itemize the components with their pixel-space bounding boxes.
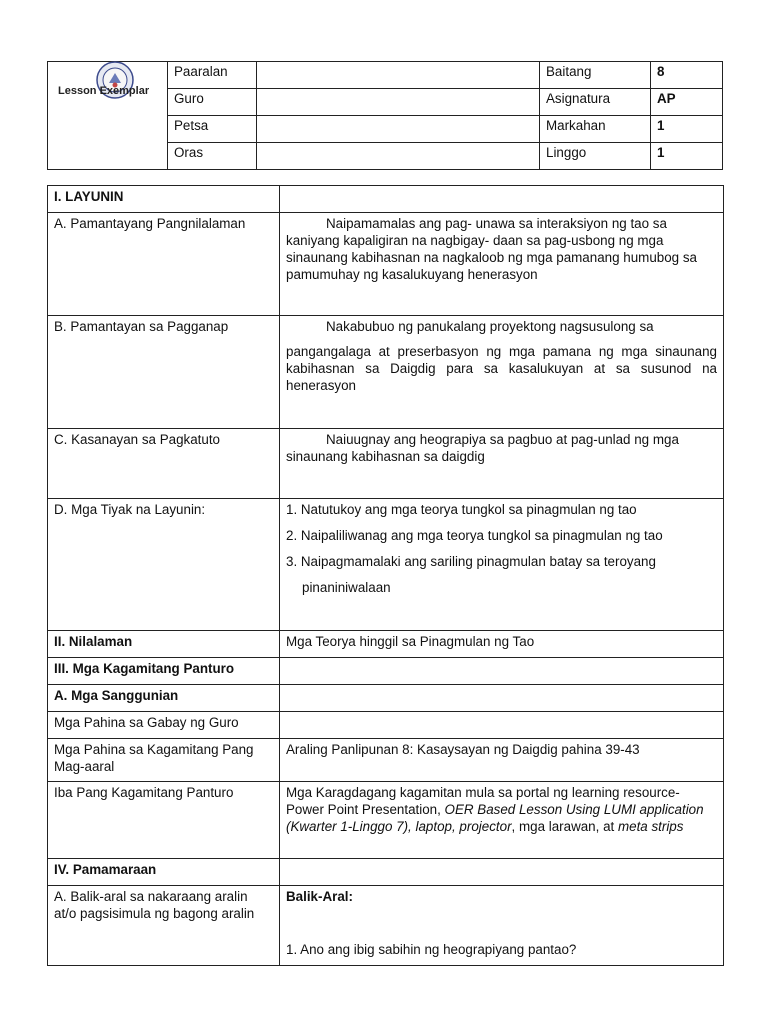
iba-text-4: meta strips [617,819,684,834]
header-label-linggo: Linggo [540,143,651,170]
header-label-asignatura: Asignatura [540,89,651,116]
logo-text: Lesson Exemplar [58,85,150,97]
row-value-balik-aral [280,886,724,966]
header-value-asignatura[interactable]: AP [651,89,723,116]
row-label-tiyak-na-layunin: D. Mga Tiyak na Layunin: [48,499,280,631]
row-value-iba-pang-kagamitan [280,782,724,859]
row-label-balik-aral: A. Balik-aral sa nakaraang aralin at/o pagsisimula ng bagong aralin [48,886,280,966]
row-label-kagamitang-mag-aaral: Mga Pahina sa Kagamitang Pang Mag-aaral [48,739,280,782]
header-value-oras[interactable] [257,143,540,170]
row-value-kasanayan [280,429,724,499]
header-label-paaralan: Paaralan [168,62,257,89]
empty-cell [280,186,724,213]
layunin-item-2: 2. Naipaliliwanag ang mga teorya tungkol sa pinagmulan ng tao [286,528,663,543]
iba-text-3: , mga larawan, at [511,819,618,834]
section-nilalaman: II. Nilalaman [48,631,280,658]
pamantayang-pangnilalaman-text: Naipamamalas ang pag- unawa sa interaksiyon ng tao sa kaniyang kapaligiran na nagbigay- daan sa pag-usbong ng mga sinaunang kabihasnan na nagkaloob ng mga pamanang humubog sa pamumuhay ng kasalukuyang henerasyon [286,216,697,282]
row-value-tiyak-na-layunin [280,499,724,631]
row-value-pamantayang-pangnilalaman [280,213,724,316]
section-sanggunian: A. Mga Sanggunian [48,685,280,712]
lesson-table [47,185,724,966]
kasanayan-text: Naiuugnay ang heograpiya sa pagbuo at pag-unlad ng mga sinaunang kabihasnan sa daigdig [286,432,679,464]
row-value-pamantayan-sa-pagganap [280,316,724,429]
iba-text-2: OER Based Lesson Using LUMI application (Kwarter 1-Linggo 7), laptop, projector [286,802,704,834]
header-value-baitang[interactable]: 8 [651,62,723,89]
section-pamamaraan: IV. Pamamaraan [48,859,280,886]
row-label-pamantayang-pangnilalaman: A. Pamantayang Pangnilalaman [48,213,280,316]
header-value-petsa[interactable] [257,116,540,143]
header-label-oras: Oras [168,143,257,170]
row-label-pamantayan-sa-pagganap: B. Pamantayan sa Pagganap [48,316,280,429]
header-label-markahan: Markahan [540,116,651,143]
header-table [47,61,723,170]
section-kagamitang-panturo: III. Mga Kagamitang Panturo [48,658,280,685]
header-value-linggo[interactable]: 1 [651,143,723,170]
header-value-markahan[interactable]: 1 [651,116,723,143]
empty-cell [280,685,724,712]
header-label-baitang: Baitang [540,62,651,89]
balik-aral-question-1: 1. Ano ang ibig sabihin ng heograpiyang pantao? [286,942,577,957]
header-label-guro: Guro [168,89,257,116]
empty-cell [280,859,724,886]
layunin-item-3-cont: pinaniniwalaan [302,580,391,595]
header-value-paaralan[interactable] [257,62,540,89]
row-label-iba-pang-kagamitan: Iba Pang Kagamitang Panturo [48,782,280,859]
pagganap-text-1: Nakabubuo ng panukalang proyektong nagsusulong sa [326,319,654,334]
row-label-gabay-ng-guro: Mga Pahina sa Gabay ng Guro [48,712,280,739]
layunin-item-3: 3. Naipagmamalaki ang sariling pinagmulan batay sa teroyang [286,554,656,569]
balik-aral-title: Balik-Aral: [286,889,353,904]
kagamitang-mag-aaral-text: Araling Panlipunan 8: Kasaysayan ng Daigdig pahina 39-43 [280,739,724,782]
iba-text-1: Mga Karagdagang kagamitan mula sa portal ng learning resource- Power Point Presentation, [286,785,680,817]
header-value-guro[interactable] [257,89,540,116]
pagganap-text-2: pangangalaga at preserbasyon ng mga pamana ng mga sinaunang kabihasnan sa Daigdig para sa kasalukuyan at sa susunod na henerasyon [286,344,717,393]
header-label-petsa: Petsa [168,116,257,143]
row-label-kasanayan: C. Kasanayan sa Pagkatuto [48,429,280,499]
empty-cell [280,712,724,739]
logo-cell [48,62,168,170]
layunin-item-1: 1. Natutukoy ang mga teorya tungkol sa pinagmulan ng tao [286,502,637,517]
section-layunin: I. LAYUNIN [48,186,280,213]
nilalaman-text: Mga Teorya hinggil sa Pinagmulan ng Tao [280,631,724,658]
empty-cell [280,658,724,685]
